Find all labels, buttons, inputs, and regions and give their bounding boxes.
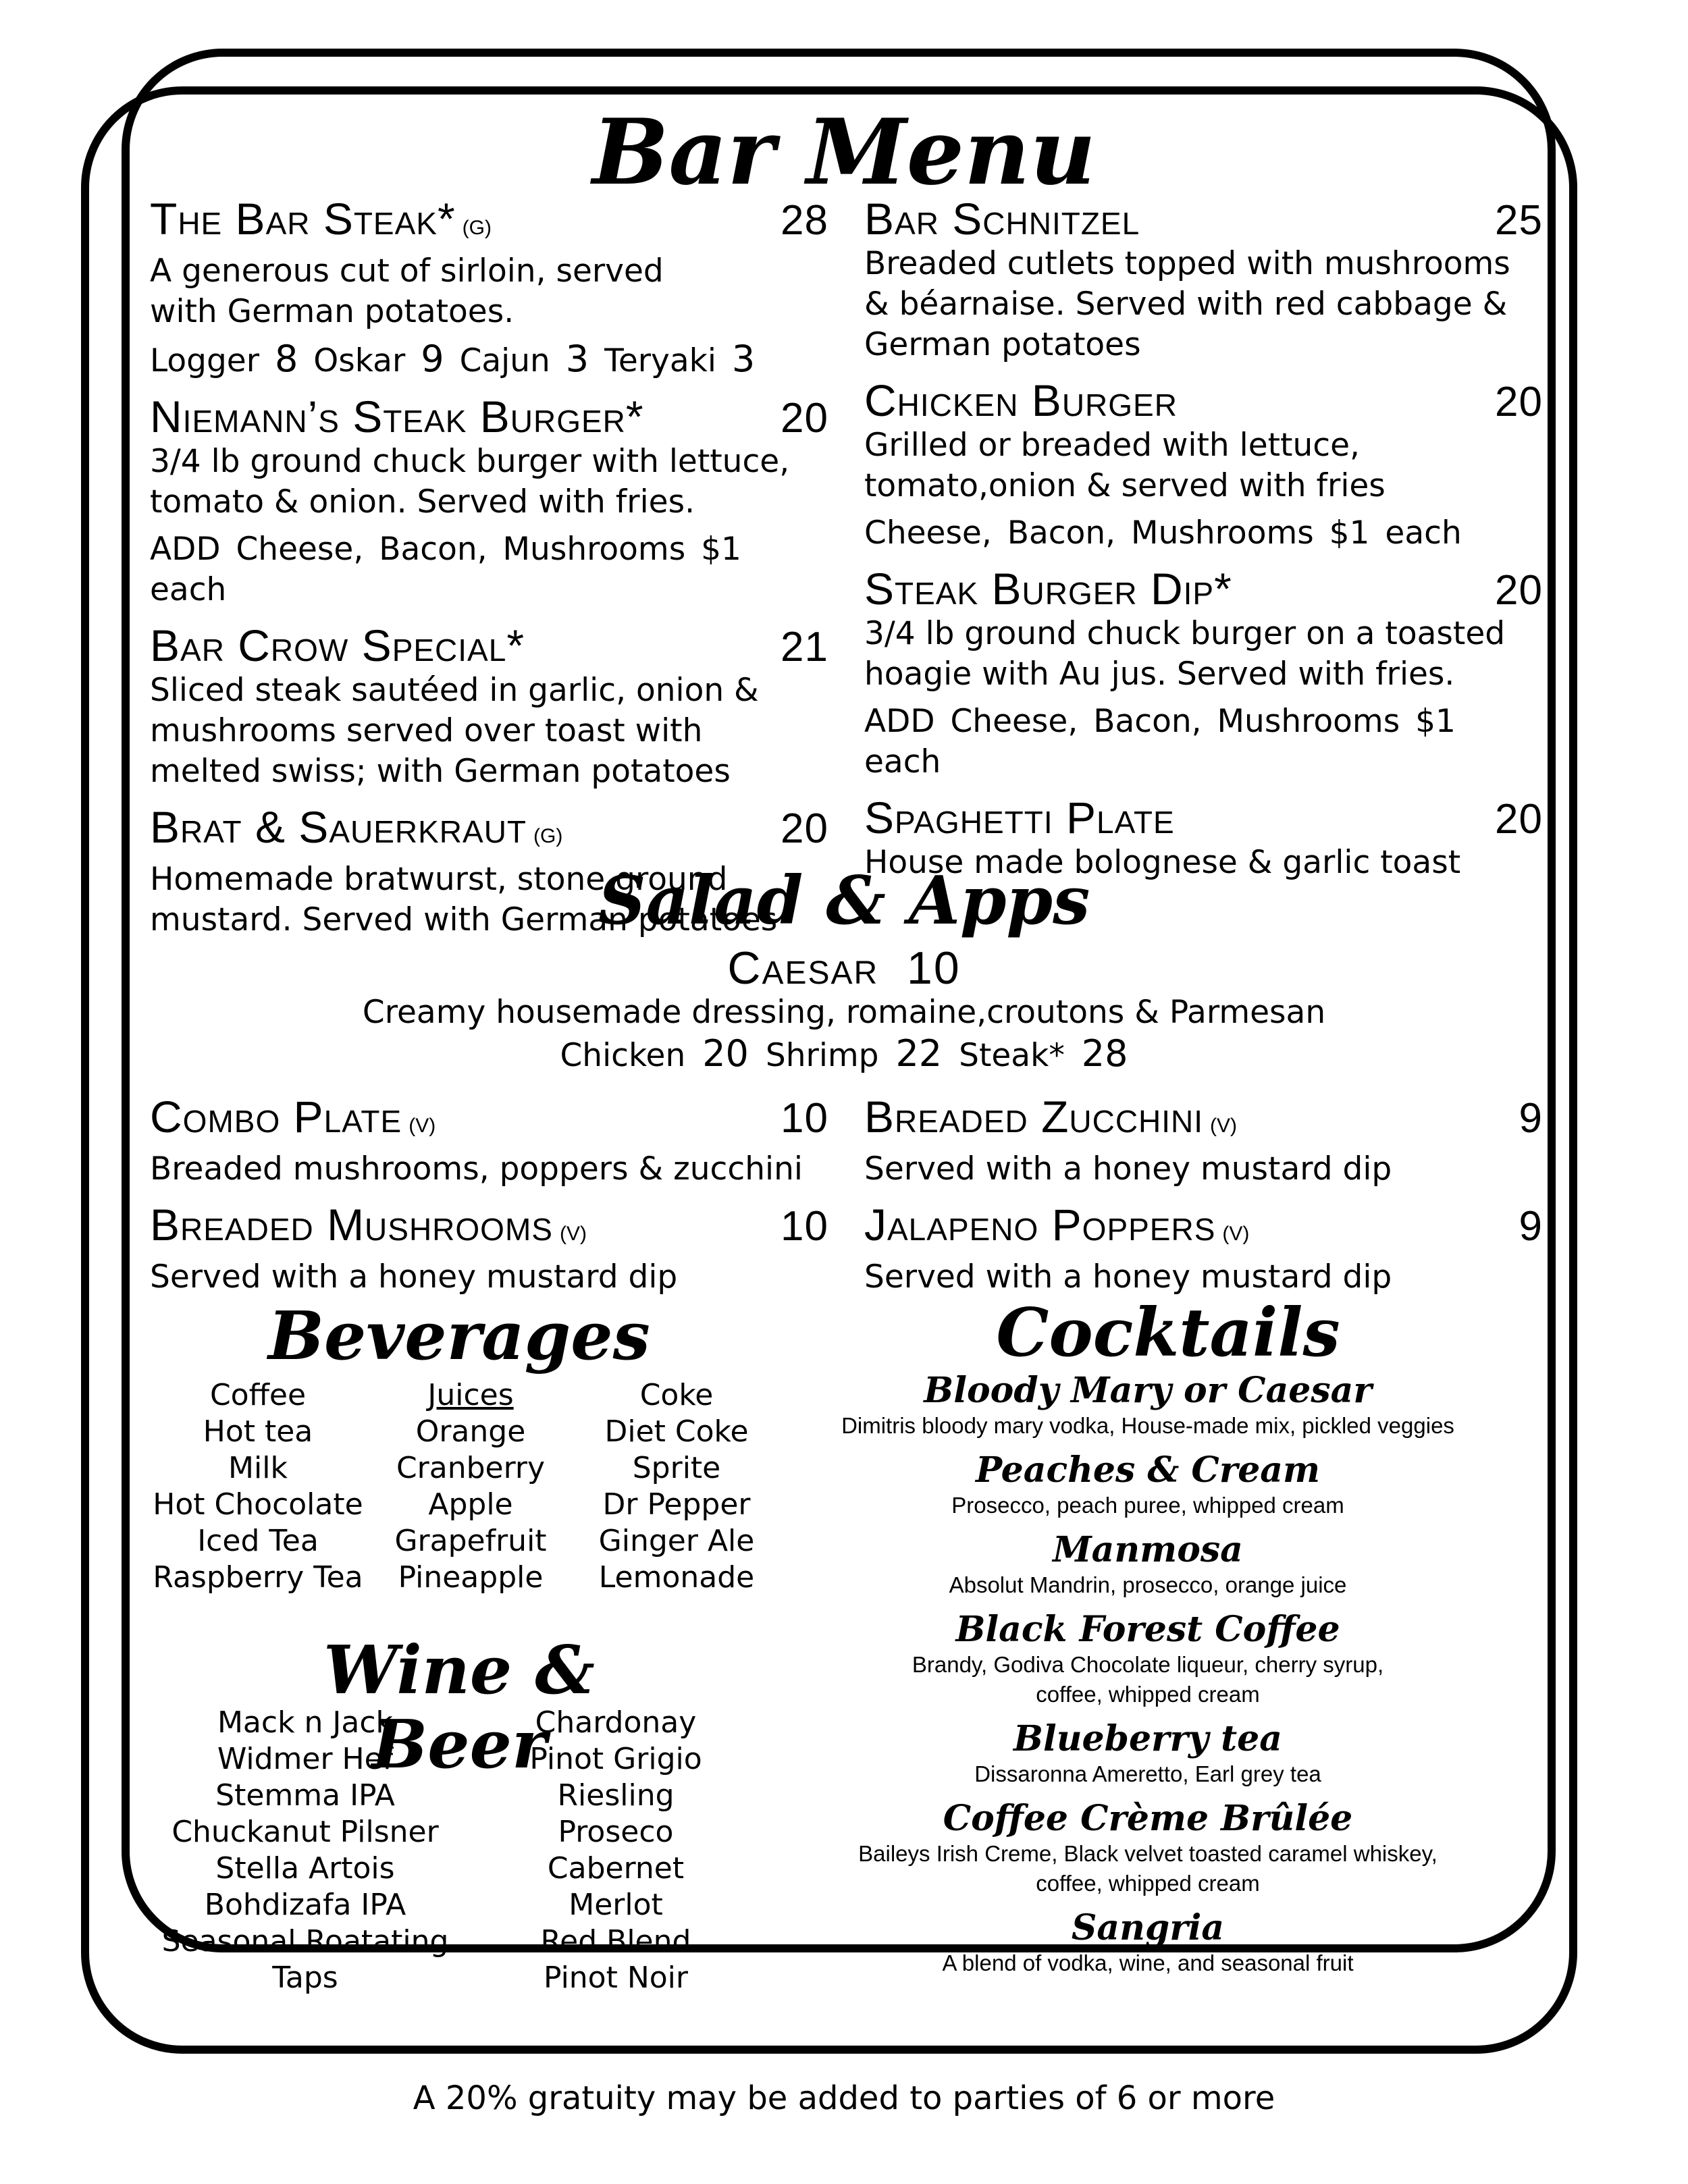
menu-item — [864, 1202, 1543, 1298]
wine-beer-item: Seasonal Roatating — [161, 1924, 449, 1959]
item-header — [150, 622, 828, 670]
item-description: Served with a honey mustard dip — [864, 1258, 1392, 1296]
cocktail-description: Brandy, Godiva Chocolate liqueur, cherry syrup, — [912, 1652, 1384, 1677]
menu-item — [864, 196, 1543, 365]
cocktail-name: Peaches & Cream — [975, 1449, 1321, 1491]
mains-left-column — [150, 196, 828, 953]
addon-label: Oskar — [313, 342, 406, 379]
menu-item — [150, 1202, 828, 1298]
item-tag: (G) — [533, 825, 563, 847]
cocktail-item — [807, 1908, 1489, 1978]
beverages-list — [150, 1377, 778, 1596]
item-description: 3/4 lb ground chuck burger on a toasted — [864, 615, 1506, 652]
item-price: 28 — [781, 197, 828, 244]
caesar-item — [0, 944, 1688, 1077]
item-name-wrap — [150, 196, 492, 251]
item-name-wrap — [150, 1094, 436, 1149]
item-name-wrap — [150, 1202, 587, 1257]
item-description: A generous cut of sirloin, served — [150, 252, 664, 290]
item-description: Breaded cutlets topped with mushrooms — [864, 245, 1510, 282]
item-description: tomato,onion & served with fries — [864, 467, 1386, 504]
item-name-wrap — [864, 1094, 1237, 1149]
item-description: Served with a honey mustard dip — [150, 1258, 678, 1296]
cocktail-description: Absolut Mandrin, prosecco, orange juice — [949, 1572, 1347, 1597]
item-description: hoagie with Au jus. Served with fries. — [864, 656, 1455, 693]
beverage-item: Hot tea — [203, 1414, 313, 1449]
cocktail-description: Prosecco, peach puree, whipped cream — [951, 1493, 1344, 1518]
beverage-item: Ginger Ale — [598, 1524, 755, 1558]
item-tag: (V) — [1210, 1115, 1238, 1137]
wine-beer-title: Wine & Beer — [323, 1632, 595, 1784]
caesar-addon-label: Steak* — [959, 1037, 1065, 1074]
item-header — [864, 1202, 1543, 1257]
item-name-wrap — [864, 1202, 1249, 1257]
cocktail-description: A blend of vodka, wine, and seasonal fruit — [942, 1950, 1354, 1975]
item-price: 20 — [1495, 567, 1543, 614]
cocktails-title: Cocktails — [996, 1294, 1340, 1372]
cocktail-name: Coffee Crème Brûlée — [943, 1798, 1353, 1839]
addon-price: 9 — [421, 338, 444, 380]
mains-right-column — [864, 196, 1543, 895]
beverages-title: Beverages — [268, 1298, 650, 1375]
item-name-wrap — [864, 196, 1140, 242]
item-name: Niemann’s Steak Burger* — [150, 392, 644, 442]
item-name: Combo Plate — [150, 1092, 402, 1142]
item-name-wrap — [150, 394, 644, 440]
beverage-item: Pineapple — [398, 1560, 544, 1595]
wine-beer-item: Pinot Noir — [544, 1961, 688, 1995]
item-name: Chicken Burger — [864, 375, 1178, 425]
item-tag: (V) — [408, 1115, 436, 1137]
menu-item — [150, 394, 828, 610]
menu-title: Bar Menu — [592, 99, 1096, 205]
menu-item — [150, 622, 828, 792]
wine-beer-item: Chuckanut Pilsner — [172, 1815, 439, 1849]
addon-price: 8 — [274, 338, 298, 380]
beverage-item: Coffee — [209, 1378, 307, 1412]
item-header — [864, 566, 1543, 614]
gratuity-note: A 20% gratuity may be added to parties of 6 or more — [413, 2079, 1275, 2117]
beverage-item: Iced Tea — [197, 1524, 319, 1558]
wine-beer-item: Red Blend — [540, 1924, 691, 1959]
cocktail-description: coffee, whipped cream — [1036, 1682, 1260, 1707]
menu-item — [864, 377, 1543, 554]
cocktail-item — [807, 1799, 1489, 1898]
cocktail-name: Sangria — [1071, 1907, 1225, 1948]
beverage-item: Dr Pepper — [602, 1487, 751, 1522]
wine-beer-item: Widmer Hef — [217, 1742, 394, 1776]
wine-beer-item: Proseco — [558, 1815, 674, 1849]
item-header — [864, 377, 1543, 425]
cocktail-item — [807, 1370, 1489, 1441]
addon-price: 3 — [565, 338, 589, 380]
menu-item — [864, 566, 1543, 782]
item-description: Homemade bratwurst, stone ground — [150, 861, 728, 898]
beverage-item: Coke — [639, 1378, 714, 1412]
item-header — [864, 1094, 1543, 1149]
cocktail-description: Dissaronna Ameretto, Earl grey tea — [974, 1761, 1321, 1786]
beverage-item: Sprite — [632, 1451, 721, 1485]
item-extra: ADD Cheese, Bacon, Mushrooms $1 each — [150, 531, 741, 608]
wine-beer-item: Stella Artois — [215, 1851, 395, 1886]
item-tag: (V) — [1222, 1223, 1250, 1245]
cocktail-item — [807, 1530, 1489, 1600]
item-header — [150, 804, 828, 859]
wine-beer-item: Stemma IPA — [215, 1778, 395, 1813]
item-name: Spaghetti Plate — [864, 793, 1175, 843]
salad-apps-title: Salad & Apps — [598, 862, 1090, 940]
caesar-price: 10 — [907, 942, 961, 994]
menu-item — [864, 1094, 1543, 1190]
caesar-description: Creamy housemade dressing, romaine,croutons & Parmesan — [362, 994, 1326, 1031]
item-name-wrap — [864, 566, 1232, 612]
item-name: Breaded Zucchini — [864, 1092, 1204, 1142]
item-price: 20 — [781, 395, 828, 442]
wine-beer-item: Taps — [272, 1961, 338, 1995]
menu-item — [150, 1094, 828, 1190]
item-description: tomato & onion. Served with fries. — [150, 483, 695, 521]
item-header — [150, 394, 828, 442]
beverage-column — [575, 1377, 778, 1596]
item-header — [150, 1202, 828, 1257]
cocktail-description: Dimitris bloody mary vodka, House-made mix, pickled veggies — [841, 1413, 1454, 1438]
caesar-name-line — [0, 944, 1688, 992]
wine-beer-column — [150, 1705, 460, 1996]
menu-item — [150, 196, 828, 381]
item-header — [864, 196, 1543, 244]
beverage-column — [366, 1377, 575, 1596]
item-name-wrap — [864, 377, 1178, 423]
item-description: Sliced steak sautéed in garlic, onion & — [150, 672, 759, 709]
addon-label: Cajun — [459, 342, 550, 379]
caesar-addons — [0, 1033, 1688, 1077]
item-addons — [150, 339, 828, 381]
wine-beer-item: Mack n Jack — [217, 1705, 394, 1740]
cocktails-list — [807, 1370, 1489, 1988]
item-tag: (G) — [462, 217, 492, 239]
item-price: 21 — [781, 624, 828, 670]
beverage-item: Grapefruit — [394, 1524, 547, 1558]
item-extra: ADD Cheese, Bacon, Mushrooms $1 each — [864, 703, 1456, 780]
apps-left-column — [150, 1094, 828, 1310]
wine-beer-list — [150, 1705, 771, 1996]
item-name: Bar Crow Special* — [150, 620, 525, 670]
wine-beer-column — [460, 1705, 771, 1996]
item-extra: Cheese, Bacon, Mushrooms $1 each — [864, 514, 1462, 552]
cocktail-item — [807, 1450, 1489, 1520]
item-price: 9 — [1519, 1095, 1543, 1142]
beverage-item: Hot Chocolate — [153, 1487, 363, 1522]
beverage-item: Apple — [428, 1487, 513, 1522]
cocktail-name: Blueberry tea — [1013, 1718, 1282, 1759]
caesar-addon-price: 28 — [1081, 1032, 1128, 1075]
addon-price: 3 — [731, 338, 756, 380]
item-description: Served with a honey mustard dip — [864, 1150, 1392, 1188]
cocktail-description: Baileys Irish Creme, Black velvet toasted caramel whiskey, — [858, 1841, 1438, 1866]
item-description: Grilled or breaded with lettuce, — [864, 427, 1360, 464]
item-header — [150, 1094, 828, 1149]
cocktail-name: Bloody Mary or Caesar — [924, 1370, 1372, 1411]
caesar-addon-price: 20 — [702, 1032, 749, 1075]
cocktail-item — [807, 1609, 1489, 1709]
beverage-item: Lemonade — [598, 1560, 755, 1595]
apps-right-column — [864, 1094, 1543, 1310]
cocktail-name: Black Forest Coffee — [955, 1609, 1340, 1650]
cocktail-name: Manmosa — [1053, 1529, 1243, 1570]
beverage-item: Juices — [427, 1378, 514, 1412]
item-description: & béarnaise. Served with red cabbage & — [864, 286, 1508, 323]
caesar-name: Caesar — [727, 942, 879, 994]
item-description: 3/4 lb ground chuck burger with lettuce, — [150, 443, 790, 480]
item-price: 9 — [1519, 1203, 1543, 1250]
item-price: 25 — [1495, 197, 1543, 244]
wine-beer-item: Cabernet — [547, 1851, 685, 1886]
item-description: German potatoes — [864, 326, 1141, 363]
caesar-addon-price: 22 — [895, 1032, 943, 1075]
cocktail-description: coffee, whipped cream — [1036, 1871, 1260, 1896]
item-name: Breaded Mushrooms — [150, 1200, 553, 1250]
beverage-item: Cranberry — [396, 1451, 546, 1485]
item-name: The Bar Steak* — [150, 194, 456, 244]
item-description: with German potatoes. — [150, 293, 515, 330]
item-name-wrap — [150, 804, 562, 859]
wine-beer-item: Bohdizafa IPA — [204, 1888, 406, 1922]
item-name-wrap — [864, 795, 1175, 841]
item-name: Steak Burger Dip* — [864, 564, 1232, 614]
beverage-column — [150, 1377, 366, 1596]
wine-beer-item: Merlot — [569, 1888, 663, 1922]
wine-beer-item: Chardonay — [535, 1705, 697, 1740]
item-price: 20 — [1495, 379, 1543, 425]
caesar-addon-label: Shrimp — [765, 1037, 879, 1074]
item-name: Brat & Sauerkraut — [150, 802, 527, 852]
beverage-item: Diet Coke — [604, 1414, 749, 1449]
addon-label: Logger — [150, 342, 260, 379]
item-description: Breaded mushrooms, poppers & zucchini — [150, 1150, 803, 1188]
item-header — [864, 795, 1543, 843]
item-header — [150, 196, 828, 251]
item-description: House made bolognese & garlic toast — [864, 844, 1461, 881]
item-description: mushrooms served over toast with — [150, 712, 703, 749]
item-price: 10 — [781, 1203, 828, 1250]
item-name: Jalapeno Poppers — [864, 1200, 1216, 1250]
wine-beer-item: Pinot Grigio — [529, 1742, 702, 1776]
item-name-wrap — [150, 622, 525, 668]
item-tag: (V) — [559, 1223, 587, 1245]
cocktail-item — [807, 1719, 1489, 1789]
addon-label: Teryaki — [604, 342, 716, 379]
item-description: melted swiss; with German potatoes — [150, 753, 731, 790]
beverage-item: Raspberry Tea — [153, 1560, 363, 1595]
item-price: 20 — [781, 805, 828, 852]
beverage-item: Orange — [415, 1414, 526, 1449]
item-description: mustard. Served with German potatoes — [150, 901, 778, 938]
item-name: Bar Schnitzel — [864, 194, 1140, 244]
item-price: 10 — [781, 1095, 828, 1142]
wine-beer-item: Riesling — [557, 1778, 675, 1813]
caesar-addon-label: Chicken — [560, 1037, 686, 1074]
beverage-item: Milk — [228, 1451, 288, 1485]
item-price: 20 — [1495, 796, 1543, 843]
